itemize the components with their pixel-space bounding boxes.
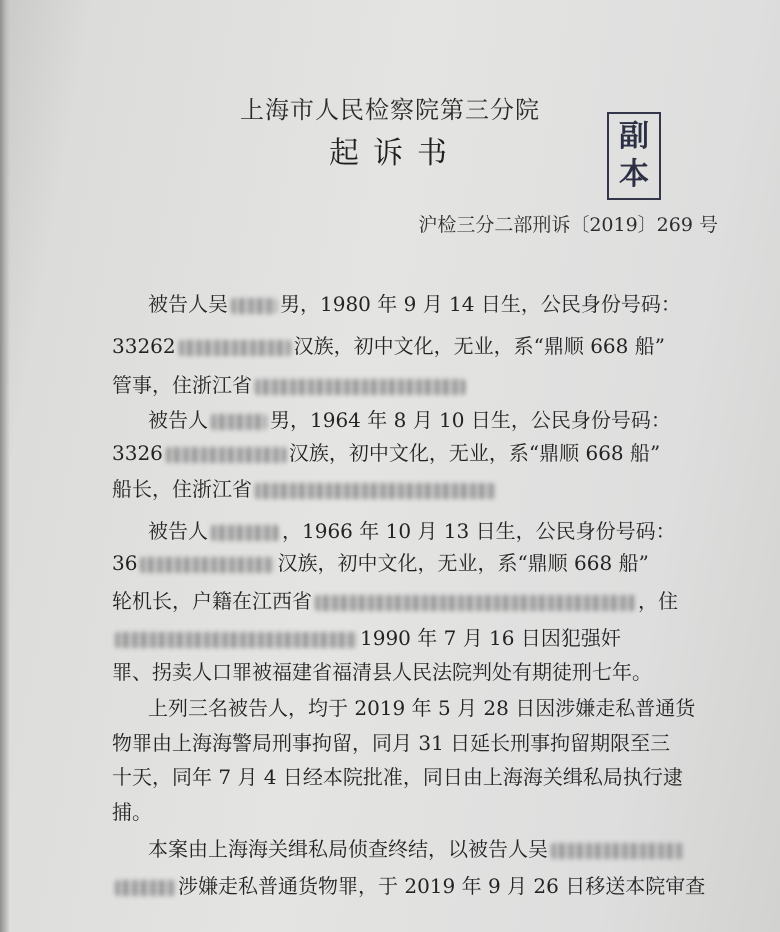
text-segment: 罪、拐卖人口罪被福建省福清县人民法院判处有期徒刑七年。 <box>112 660 652 684</box>
defendant-1-line-1 <box>112 288 692 317</box>
text-segment: 3326 <box>112 441 163 465</box>
text-segment: 上列三名被告人，均于 2019 年 5 月 28 日因涉嫌走私普通货 <box>148 696 696 720</box>
text-segment: 被告人吴 <box>148 292 228 316</box>
redaction-blur <box>231 298 277 314</box>
copy-stamp <box>607 112 661 200</box>
defendant-1-line-3 <box>112 369 692 398</box>
detention-line-2 <box>112 727 692 756</box>
text-segment: 船长，住浙江省 <box>112 477 252 501</box>
defendant-1-line-2 <box>112 330 692 359</box>
defendant-2-line-2 <box>112 437 692 466</box>
case-line-1 <box>112 833 692 862</box>
case-line-2 <box>112 870 706 899</box>
text-segment: 十天，同年 7 月 4 日经本院批准，同日由上海海关缉私局执行逮 <box>112 765 683 789</box>
document-title: 起诉书 <box>329 136 461 171</box>
text-segment: ，住 <box>638 589 678 613</box>
redaction-blur <box>166 447 286 463</box>
redaction-blur <box>115 632 357 648</box>
text-segment: 男，1964 年 8 月 10 日生，公民身份号码： <box>270 408 671 432</box>
text-segment: 男，1980 年 9 月 14 日生，公民身份号码： <box>280 292 681 316</box>
redaction-blur <box>211 414 267 430</box>
detention-line-3 <box>112 761 692 790</box>
text-segment: 汉族，初中文化，无业，系“鼎顺 668 船” <box>293 334 665 358</box>
redaction-blur <box>255 483 495 499</box>
redaction-blur <box>179 340 291 356</box>
text-segment: 涉嫌走私普通货物罪，于 2019 年 9 月 26 日移送本院审查 <box>178 874 706 898</box>
defendant-3-line-1 <box>112 515 692 544</box>
redaction-blur <box>211 525 279 541</box>
text-segment: 36 <box>112 551 138 575</box>
redaction-blur <box>551 843 683 859</box>
issuing-office: 上海市人民检察院第三分院 <box>240 96 540 124</box>
redaction-blur <box>255 379 465 395</box>
defendant-3-line-2 <box>112 547 692 576</box>
detention-line-4 <box>112 796 692 825</box>
text-segment: 33262 <box>112 334 176 358</box>
text-segment: 管事，住浙江省 <box>112 373 252 397</box>
text-segment: 被告人 <box>148 519 208 543</box>
defendant-2-line-3 <box>112 473 692 502</box>
defendant-2-line-1 <box>112 404 692 433</box>
redaction-blur <box>315 595 635 611</box>
text-segment: 汉族，初中文化，无业，系“鼎顺 668 船” <box>288 441 661 465</box>
defendant-3-line-3 <box>112 585 692 614</box>
text-segment: 汉族，初中文化，无业，系“鼎顺 668 船” <box>277 551 649 575</box>
document-number: 沪检三分二部刑诉〔2019〕269 号 <box>418 214 718 236</box>
text-segment: ，1966 年 10 月 13 日生，公民身份号码： <box>282 519 676 543</box>
text-segment: 本案由上海海关缉私局侦查终结，以被告人吴 <box>148 837 548 861</box>
defendant-3-line-4 <box>112 622 692 651</box>
stamp-char-2: 本 <box>619 157 649 192</box>
defendant-3-line-5 <box>112 656 692 685</box>
text-segment: 轮机长，户籍在江西省 <box>112 589 312 613</box>
redaction-blur <box>115 880 175 896</box>
text-segment: 1990 年 7 月 16 日因犯强奸 <box>360 626 621 650</box>
redaction-blur <box>140 557 274 573</box>
text-segment: 物罪由上海海警局刑事拘留，同月 31 日延长刑事拘留期限至三 <box>112 731 671 755</box>
text-segment: 捕。 <box>112 800 152 824</box>
detention-line-1 <box>112 692 696 721</box>
text-segment: 被告人 <box>148 408 208 432</box>
stamp-char-1: 副 <box>619 119 649 154</box>
